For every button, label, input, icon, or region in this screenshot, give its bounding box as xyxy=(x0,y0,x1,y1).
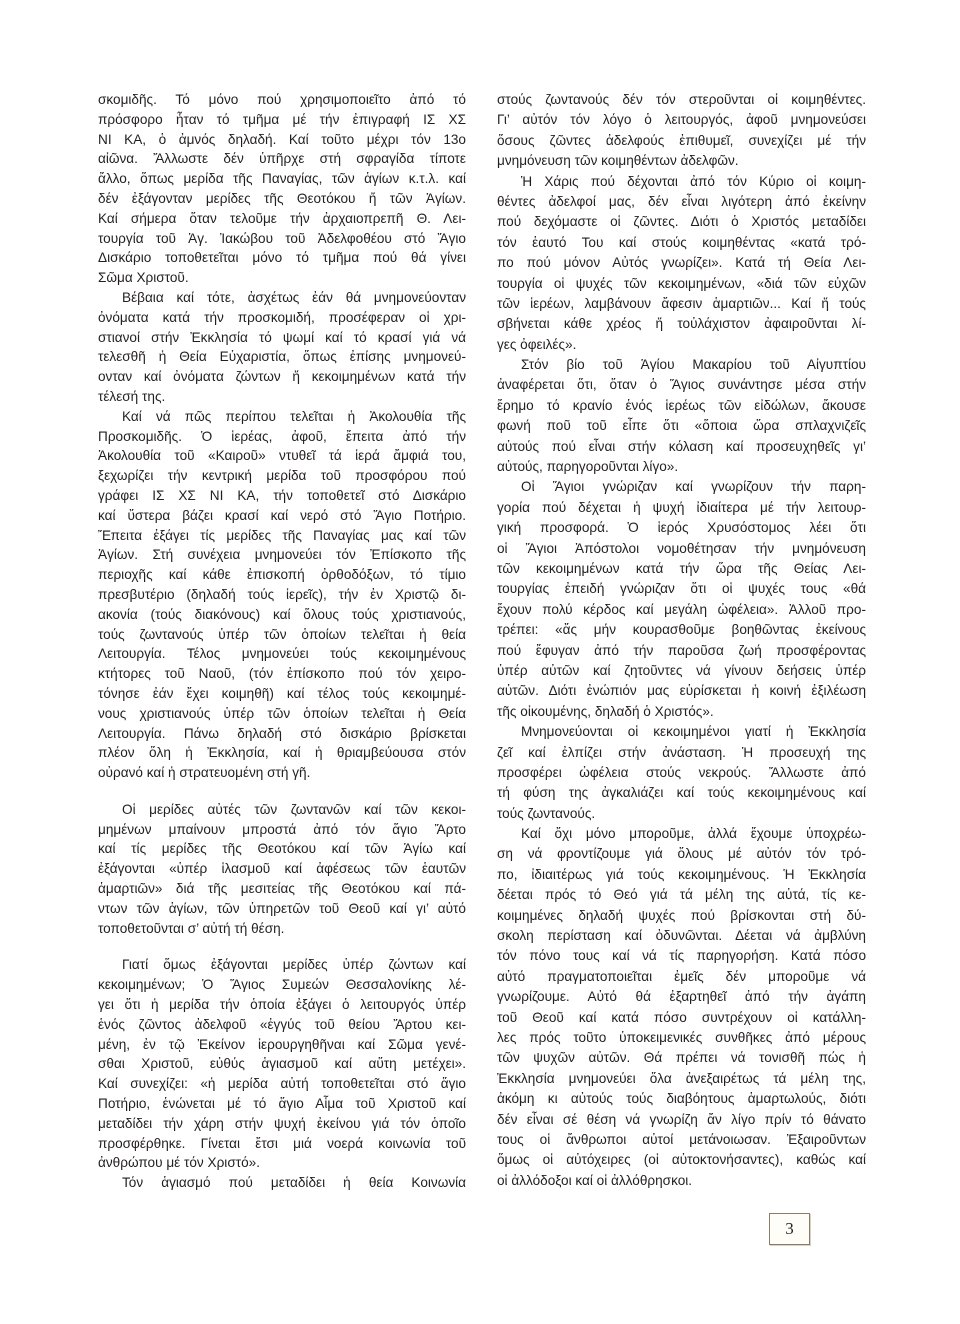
text-line: Στόν βίο τοῦ Ἁγίου Μακαρίου τοῦ Αἰγυπτίου xyxy=(521,357,866,373)
paragraph xyxy=(98,288,466,407)
text-line: πού δεχόμαστε οἱ ζῶντες. Διότι ὁ Χριστός μεταδίδει xyxy=(497,214,866,230)
text-line: αἰῶνα. Ἄλλωστε δέν ὑπῆρχε στή σφραγίδα τίποτε xyxy=(98,151,466,167)
text-line: προσφέρθηκε. Γίνεται ἔτσι μιά νοερά κοινωνία τοῦ xyxy=(98,1135,466,1151)
text-line: σθαι Χριστοῦ, εὐθύς ἁγιασμοῦ καί αὕτη μετέχει». xyxy=(98,1056,466,1072)
text-line: μνημόνευση τῶν κοιμηθέντων ἀδελφῶν. xyxy=(497,153,739,169)
text-line: ἔρημο τό κρανίο ἑνός ἱερέως τῶν εἰδώλων, ἄκουσε xyxy=(497,397,866,413)
text-line: Οἱ Ἅγιοι γνώριζαν καί γνωρίζουν τήν παρη- xyxy=(521,479,866,495)
text-line: γνωρίζουμε. Αὐτό θά ἐξαρτηθεῖ ἀπό τήν ἀγάπη xyxy=(497,989,866,1005)
text-line: Βέβαια καί τότε, ἀσχέτως ἐάν θά μνημονεύονταν xyxy=(122,289,466,305)
paragraph xyxy=(98,407,466,783)
text-line: οἱ Ἅγιοι Ἀπόστολοι νομοθέτησαν τήν μνημόνευση xyxy=(497,540,866,556)
text-line: νους χριστιανούς ὑπέρ τῶν ὁποίων τελεῖται ἡ Θεία xyxy=(98,705,466,721)
text-line: τῶν ἱερέων, λαμβάνουν ἄφεσιν ἁμαρτιῶν... Καί ἤ τούς xyxy=(497,295,866,311)
text-line: Ἀκολουθία τοῦ «Καιροῦ» ντυθεῖ τά ἱερά ἄμφιά του, xyxy=(98,448,466,464)
text-line: Ἡ Χάρις πού δέχονται ἀπό τόν Κύριο οἱ κοιμη- xyxy=(521,173,866,189)
text-line: αὐτούς, παρηγοροῦνται λίγο». xyxy=(497,459,679,475)
paragraph xyxy=(497,355,866,477)
text-line: κτήτορες τοῦ Ναοῦ, (τόν ἐπίσκοπο πού τόν χειρο- xyxy=(98,666,466,682)
text-line: τῶν ψυχῶν αὐτῶν. Θά πρέπει νά τονισθῆ πώς ἡ xyxy=(497,1050,866,1066)
text-line: ἐξάγονται «ὑπέρ ἱλασμοῦ καί ἀφέσεως τῶν ἑαυτῶν xyxy=(98,861,466,877)
text-line: καί τίς μερίδες τῆς Θεοτόκου καί τῶν Ἁγίω καί xyxy=(98,841,466,857)
text-line: ντων τῶν ἁγίων, τῶν ὑπηρετῶν τοῦ Θεοῦ καί γι’ αὐτό xyxy=(98,900,466,916)
text-line: φωνή ποῦ τοῦ εἶπε ὅτι «ὅποια ὥρα σπλαχνιζεῖς xyxy=(497,418,866,434)
left-column xyxy=(98,90,466,1193)
text-line: πού ἔφυγαν ἀπό τήν παροῦσα ζωή προσφέροντας xyxy=(497,642,866,658)
text-line: ζεῖ καί ἐλπίζει στήν ἀνάσταση. Ἡ προσευχή της xyxy=(497,744,866,760)
text-line: τῶν κεκοιμημένων κατά τήν ὥρα τῆς Θείας Λει- xyxy=(497,560,866,576)
text-line: πρεσβυτέριο (δηλαδή τούς ἱερεῖς), τήν ἐν Χριστῷ δι- xyxy=(98,586,466,602)
paragraph xyxy=(98,955,466,1173)
text-line: Δισκάριο τοποθετεῖται μόνο τό τμῆμα πού θά γίνει xyxy=(98,250,466,266)
text-line: τουργίας ἐπειδή γνώριζαν ὅτι οἱ ψυχές τους «θά xyxy=(497,581,866,597)
text-line: Οἱ μερίδες αὐτές τῶν ζωντανῶν καί τῶν κεκοι- xyxy=(122,801,466,817)
text-line: ἀκόμη κι αὐτούς τούς διαβόητους ἁμαρτωλούς, διότι xyxy=(497,1091,866,1107)
text-line: τους οἱ ἄνθρωποι αὐτοί μετάνοιωσαν. Ἐξαιροῦντων xyxy=(497,1131,866,1147)
text-line: τούς ζωντανούς ὑπέρ τῶν ὁποίων τελεῖται ἡ θεία xyxy=(98,626,466,642)
text-line: ονταν καί ὀνόματα ζώντων ἤ κεκοιμημένων κατά τήν xyxy=(98,369,466,385)
page-number: 3 xyxy=(785,1219,794,1238)
text-line: ση νά φροντίζουμε γιά ὅλους μέ αὐτόν τόν τρό- xyxy=(497,846,866,862)
text-line: ἀνθρώπου μέ τόν Χριστό». xyxy=(98,1155,260,1171)
text-line: τή φύση της ἀγκαλιάζει καί τούς κεκοιμημένους καί xyxy=(497,785,866,801)
paragraph xyxy=(497,722,866,824)
text-line: περιοχῆς καί κάθε ἐπισκοπή ὀρθοδόξων, τό τίμιο xyxy=(98,567,466,583)
text-line: σκομιδῆς. Τό μόνο πού χρησιμοποιεῖτο ἀπό τό xyxy=(98,92,466,107)
text-line: δέν ἐξάγονταν μερίδες τῆς Θεοτόκου ἤ τῶν Ἁγίων. xyxy=(98,190,466,206)
text-line: τοῦ Θεοῦ καί κατά πόσο συντρέχουν οἱ κατάλλη- xyxy=(497,1009,866,1025)
right-column xyxy=(497,90,866,1191)
text-line: τέλεσή της. xyxy=(98,388,166,404)
text-line: ὀνόματα κατά τήν προσκομιδή, προσέφεραν οἱ χρι- xyxy=(98,309,466,325)
text-line: πο, ἰδιαιτέρως γιά τούς κεκοιμημένους. Ἡ Ἐκκλησία xyxy=(497,866,866,882)
text-line: Προσκομιδῆς. Ὁ ἱερέας, ἀφοῦ, ἔπειτα ἀπό τήν xyxy=(98,428,466,444)
paragraph xyxy=(98,90,466,288)
text-line: Καί συνεχίζει: «ἡ μερίδα αὐτή τοποθετεῖται στό ἅγιο xyxy=(98,1076,466,1092)
text-line: Γι’ αὐτόν τόν λόγο ὁ λειτουργός, ἀφοῦ μνημονεύσει xyxy=(497,112,866,128)
text-line: τουργία οἱ ψυχές τῶν κεκοιμημένων, «διά τῶν εὐχῶν xyxy=(497,275,866,291)
text-line: Καί νά πῶς περίπου τελεῖται ἡ Ἀκολουθία τῆς xyxy=(122,408,466,424)
text-line: τουργία τοῦ Ἁγ. Ἰακώβου τοῦ Ἀδελφοθέου στό Ἅγιο xyxy=(98,230,466,246)
paragraph xyxy=(497,90,866,172)
text-line: Καί ὄχι μόνο μποροῦμε, ἀλλά ἔχουμε ὑποχρέω- xyxy=(521,826,866,842)
text-line: ἄλλο, ὅπως μερίδα τῆς Παναγίας, τῶν ἁγίων κ.τ.λ. καί xyxy=(98,171,466,187)
text-line: γική προσφορά. Ὁ ἱερός Χρυσόστομος λέει ὅτι xyxy=(497,520,866,536)
text-line: αὐτῶν. Διότι ἐνώπιόν μας εὑρίσκεται ἡ κοινή ἐξιλέωση xyxy=(497,683,866,699)
text-line: γορία πού δέχεται ἡ ψυχή ἰδιαίτερα μέ τήν λειτουρ- xyxy=(497,499,866,515)
text-line: στιανοί στήν Ἐκκλησία τό ψωμί καί τό κρασί γιά νά xyxy=(98,329,466,345)
text-line: Λειτουργία. Πάνω δηλαδή στό δισκάριο βρίσκεται xyxy=(98,725,466,741)
text-line: κοιμημένες δηλαδή ψυχές πού βρίσκονται στή δύ- xyxy=(497,907,866,923)
text-line: σβήνεται κάθε χρέος ἤ τοὐλάχιστον ἀφαιροῦνται λί- xyxy=(497,316,866,332)
text-line: αὐτό πραγματοποιεῖται ἐμεῖς δέν μποροῦμε νά xyxy=(497,968,866,984)
text-line: γες ὀφειλές». xyxy=(497,336,577,352)
text-line: ὅσους ζῶντες ἀδελφούς ἐπιθυμεῖ, συνεχίζει μέ τήν xyxy=(497,132,866,148)
text-line: πρόσφορο ἦταν τό τμῆμα μέ τήν ἐπιγραφή ΙΣ ΧΣ xyxy=(98,111,466,127)
text-line: τόν πόνο τους καί νά τίς παρηγορήση. Κατά πόσο xyxy=(497,948,866,964)
text-line: οἱ ἀλλόδοξοι καί οἱ ἀλλόθρησκοι. xyxy=(497,1172,693,1188)
text-line: Ποτήριο, ἑνώνεται μέ τό ἅγιο Αἷμα τοῦ Χριστοῦ καί xyxy=(98,1096,466,1112)
paragraph xyxy=(98,1173,466,1193)
text-line: Σῶμα Χριστοῦ. xyxy=(98,270,189,286)
text-line: τόνησε ἐάν ἔχει κοιμηθῆ) καί τέλος τούς κεκοιμημέ- xyxy=(98,685,466,701)
text-line: στούς ζωντανούς δέν τόν στεροῦνται οἱ κοιμηθέντες. xyxy=(497,92,866,107)
text-line: πο πού μόνον Αὐτός γνωρίζει». Κατά τή Θεία Λει- xyxy=(497,255,866,271)
paragraph xyxy=(98,800,466,939)
text-line: ἔχουν πολύ κέρδος καί μεγάλη ὠφέλεια». Ἀλλοῦ προ- xyxy=(497,601,866,617)
text-line: τοποθετοῦνται σ’ αὐτή τή θέση. xyxy=(98,920,285,936)
text-line: γει ὅτι ἡ μερίδα τήν ὁποία ἐξάγει ὁ λειτουργός ὑπέρ xyxy=(98,997,466,1013)
page-number-box xyxy=(769,1213,810,1245)
text-line: σκολη περίσταση καί ὀδυνῶνται. Δέεται νά ἀμβλύνη xyxy=(497,928,866,944)
text-line: θέντες ἀδελφοί μας, δέν εἶναι λιγότερη ἀπό ἐκείνην xyxy=(497,193,866,209)
text-line: Ἔπειτα ἐξάγει τίς μερίδες τῆς Παναγίας μας καί τῶν xyxy=(98,527,466,543)
text-line: ΝΙ ΚΑ, ὁ ἀμνός δηλαδή. Καί τοῦτο μέχρι τόν 13ο xyxy=(98,131,466,147)
text-line: τόν ἑαυτό Του καί στούς κοιμηθέντας «κατά τρό- xyxy=(497,234,866,250)
text-line: ἀναφέρεται ὅτι, ὅταν ὁ Ἅγιος συνάντησε μέσα στήν xyxy=(497,377,866,393)
text-line: αὐτούς πού εἶναι στήν κόλαση καί προσευχηθεῖς γι’ xyxy=(497,438,866,454)
text-line: προσφέρει ὠφέλεια στούς νεκρούς. Ἄλλωστε ἀπό xyxy=(497,764,866,780)
text-line: Μνημονεύονται οἱ κεκοιμημένοι γιατί ἡ Ἐκκλησία xyxy=(521,724,866,740)
text-line: ακονία (τούς διακόνους) καί ὅλους τούς χριστιανούς, xyxy=(98,606,466,622)
text-line: καί ὕστερα βάζει κρασί καί νερό στό Ἅγιο Ποτήριο. xyxy=(98,507,466,523)
text-line: λες πρός τοῦτο ὑποκειμενικές συνθῆκες ἀπό μέρους xyxy=(497,1029,866,1045)
text-line: τρέπει: «ἄς μήν κουρασθοῦμε βοηθῶντας ἐκείνους xyxy=(497,622,866,638)
text-line: Ἐκκλησία μνημονεύει ὅλα ἀνεξαιρέτως τά μέλη της, xyxy=(497,1070,866,1086)
text-line: γράφει ΙΣ ΧΣ ΝΙ ΚΑ, τήν τοποθετεῖ στό Δισκάριο xyxy=(98,487,466,503)
text-line: κεκοιμημένων; Ὁ Ἅγιος Συμεών Θεσσαλονίκης λέ- xyxy=(98,977,466,993)
text-line: Ἁγίων. Στή συνέχεια μνημονεύει τόν Ἐπίσκοπο τῆς xyxy=(98,547,466,563)
text-line: τῆς οἰκουμένης, δηλαδή ὁ Χριστός». xyxy=(497,703,714,719)
text-line: ἁμαρτιῶν» διά τῆς μεσιτείας τῆς Θεοτόκου καί πά- xyxy=(98,881,466,897)
text-line: δέεται πρός τό Θεό γιά τά μέλη της αὐτά, τίς κε- xyxy=(497,887,866,903)
text-line: ἑνός ζῶντος ἀδελφοῦ «ἐγγύς τοῦ θείου Ἄρτου κει- xyxy=(98,1016,466,1032)
paragraph xyxy=(497,172,866,356)
text-line: ὅμως οἱ αὐτόχειρες (οἱ αὐτοκτονήσαντες), καθώς καί xyxy=(497,1152,866,1168)
text-line: μένη, ἐν τῷ Ἐκείνον ἱερουργηθῆναι καί Σῶμα γενέ- xyxy=(98,1036,466,1052)
text-line: Γιατί ὅμως ἐξάγονται μερίδες ὑπέρ ζώντων καί xyxy=(122,957,466,973)
paragraph xyxy=(497,477,866,722)
text-line: δέν εἶναι σέ θέση νά γνωρίζη ἄν λίγο πρίν τό θάνατο xyxy=(497,1111,866,1127)
text-line: Καί σήμερα ὅταν τελοῦμε τήν ἀρχαιοπρεπῆ Θ. Λει- xyxy=(98,210,466,226)
text-line: οὐρανό καί ἡ στρατευομένη στή γῆ. xyxy=(98,765,311,781)
text-line: ὑπέρ αὐτῶν καί ζητοῦντες νά γίνουν δεήσεις ὑπέρ xyxy=(497,662,866,678)
text-line: ξεχωρίζει τήν κεντρική μερίδα τοῦ προσφόρου πού xyxy=(98,468,466,484)
text-line: πλέον ὅλη ἡ Ἐκκλησία, καί ἡ θριαμβεύουσα στόν xyxy=(98,745,466,761)
text-line: Τόν ἁγιασμό πού μεταδίδει ἡ θεία Κοινωνία xyxy=(122,1175,466,1191)
text-line: μεταδίδει τήν χάρη στήν ψυχή ἐκείνου γιά τόν ὁποῖο xyxy=(98,1115,466,1131)
paragraph xyxy=(497,824,866,1191)
text-line: Λειτουργία. Τέλος μνημονεύει τούς κεκοιμημένους xyxy=(98,646,466,662)
text-line: μημένων μπαίνουν μπροστά ἀπό τόν ἅγιο Ἄρτο xyxy=(98,821,466,837)
text-line: τούς ζωντανούς. xyxy=(497,805,596,821)
text-line: τελεσθῆ ἡ Θεία Εὐχαριστία, ὅπως ἐπίσης μνημονεύ- xyxy=(98,349,466,365)
